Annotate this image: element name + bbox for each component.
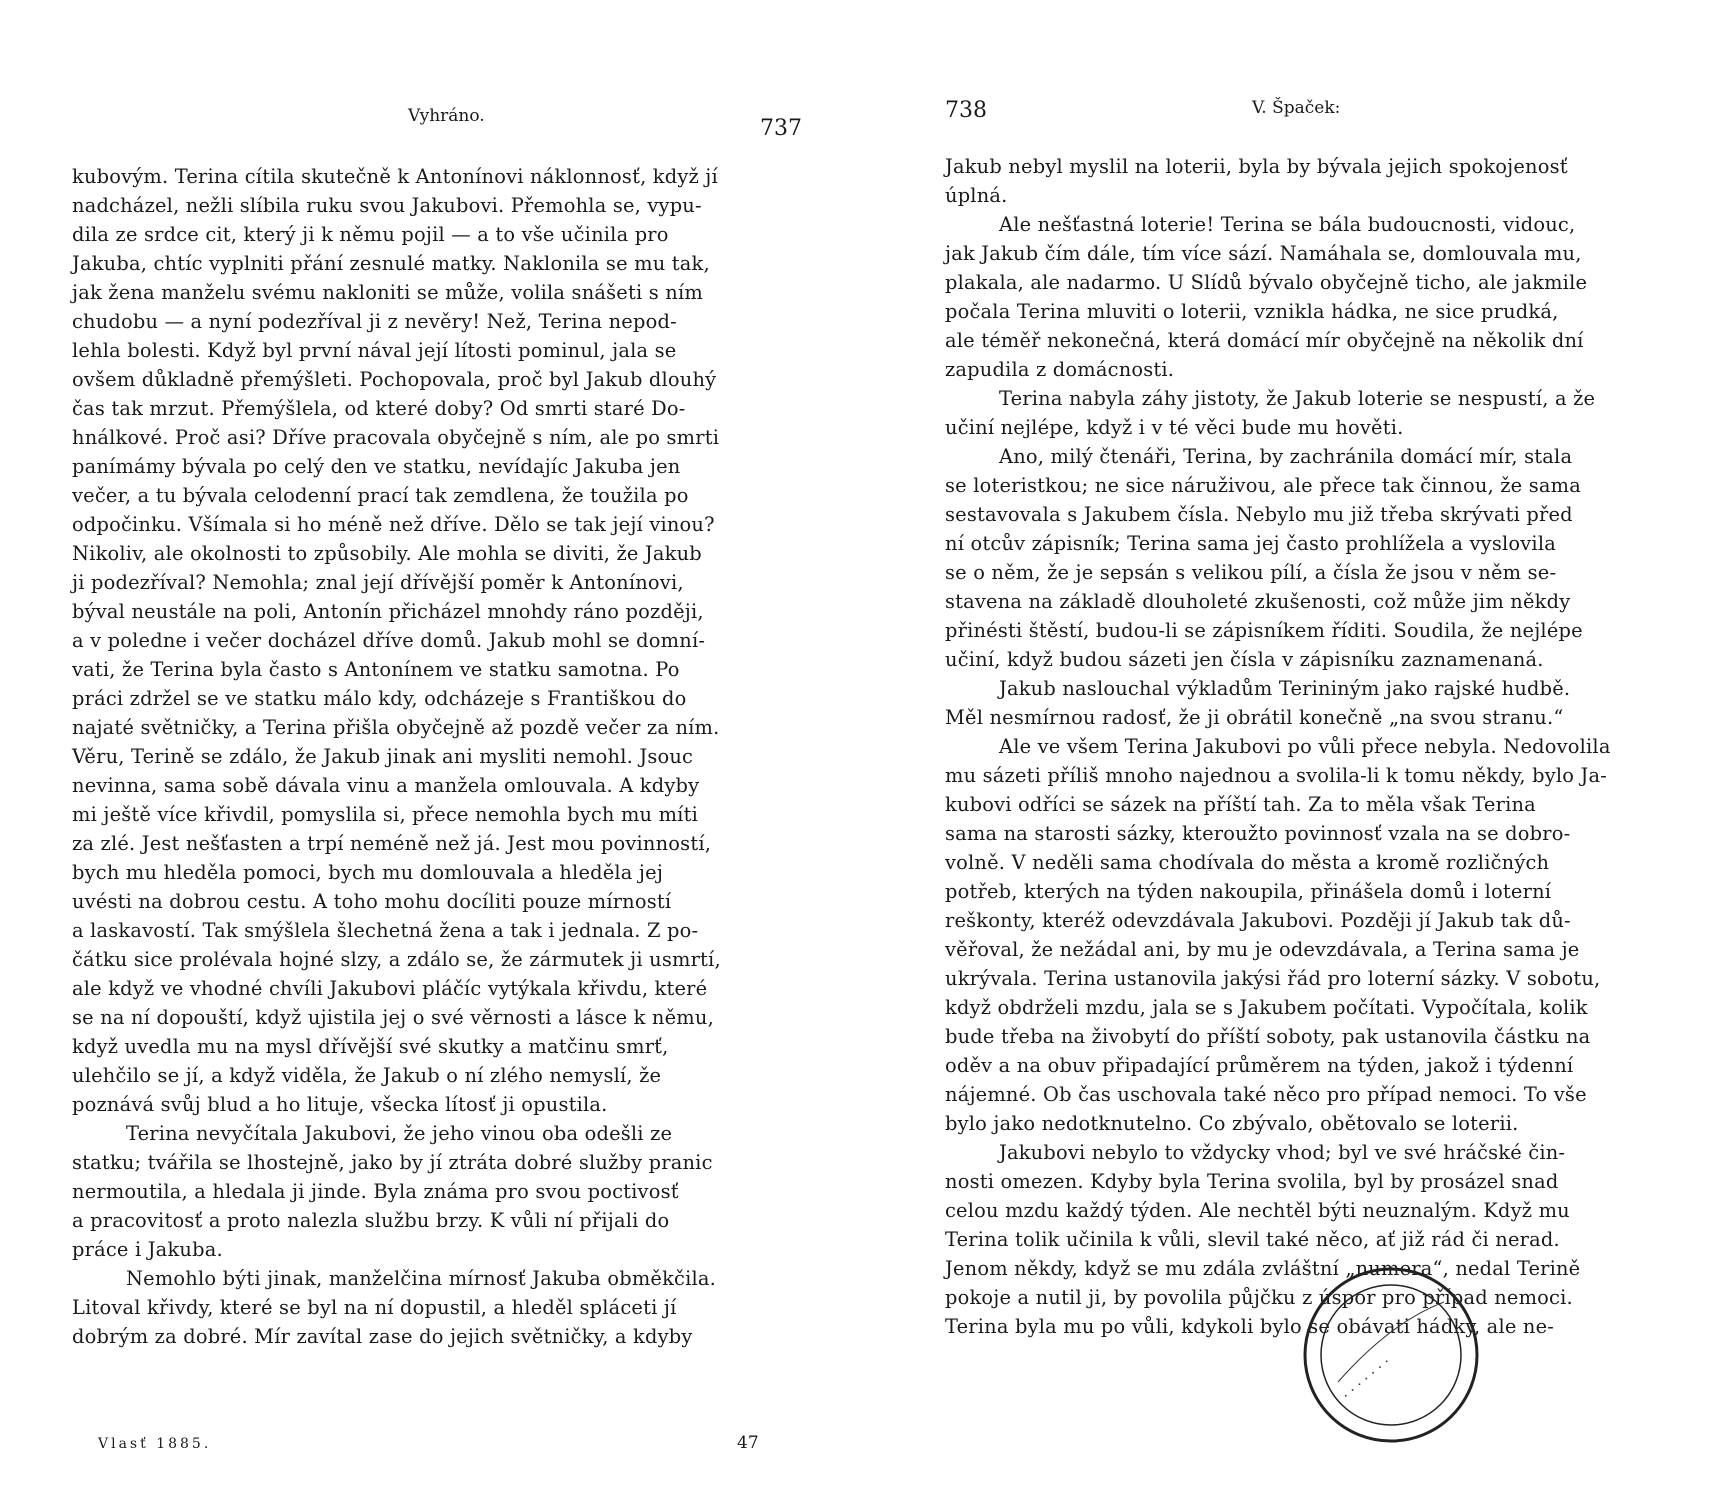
text-line: uvésti na dobrou cestu. A toho mohu docíliti pouze mírností: [72, 890, 672, 913]
text-line: počala Terina mluviti o loterii, vznikla hádka, ne sice prudká,: [945, 300, 1559, 323]
text-line: čas tak mrzut. Přemýšlela, od které doby? Od smrti staré Do-: [72, 397, 686, 420]
footer-sheet-number: 47: [737, 1433, 759, 1453]
text-line: potřeb, kterých na týden nakoupila, přinášela domů i loterní: [945, 880, 1552, 903]
text-line: najaté světničky, a Terina přišla obyčejně až pozdě večer za ním.: [72, 716, 720, 739]
text-line: lehla bolesti. Když byl první nával její lítosti pominul, jala se: [72, 339, 677, 362]
text-line: Nemohlo býti jinak, manželčina mírnosť Jakuba obměkčila.: [126, 1267, 717, 1290]
text-line: učiní nejlépe, když i v té věci bude mu hověti.: [945, 416, 1404, 439]
text-line: bude třeba na živobytí do příští soboty, pak ustanovila částku na: [945, 1025, 1591, 1048]
text-line: kubovi odříci se sázek na příští tah. Za to měla však Terina: [945, 793, 1536, 816]
text-line: ale když ve vhodné chvíli Jakubovi pláčíc vytýkala křivdu, které: [72, 977, 708, 1000]
body-text: [945, 152, 1705, 1341]
running-head: V. Špaček:: [1252, 98, 1341, 118]
text-line: pokoje a nutil ji, by povolila půjčku z úspor pro případ nemoci.: [945, 1286, 1573, 1309]
text-line: ukrývala. Terina ustanovila jakýsi řád pro loterní sázky. V sobotu,: [945, 967, 1601, 990]
text-line: ní otcův zápisník; Terina sama jej často prohlížela a vyslovila: [945, 532, 1556, 555]
footer-signature: Vlasť 1885.: [98, 1436, 212, 1452]
text-line: věřoval, že nežádal ani, by mu je odevzdávala, a Terina sama je: [945, 938, 1580, 961]
text-line: Měl nesmírnou radosť, že ji obrátil konečně „na svou stranu.“: [945, 706, 1564, 729]
text-line: dobrým za dobré. Mír zavítal zase do jejich světničky, a kdyby: [72, 1325, 693, 1348]
body-text: [72, 162, 812, 1351]
text-line: stavena na základě dlouholeté zkušenosti, což může jim někdy: [945, 590, 1571, 613]
text-line: ovšem důkladně přemýšleti. Pochopovala, proč byl Jakub dlouhý: [72, 368, 717, 391]
text-line: Terina tolik učinila k vůli, slevil také něco, ať již rád či nerad.: [945, 1228, 1560, 1251]
text-line: úplná.: [945, 184, 1008, 207]
text-line: poznává svůj blud a ho lituje, všecka lítosť ji opustila.: [72, 1093, 608, 1116]
text-line: Ale nešťastná loterie! Terina se bála budoucnosti, vidouc,: [999, 213, 1576, 236]
text-line: dila ze srdce cit, který ji k němu pojil — a to vše učinila pro: [72, 223, 669, 246]
text-line: volně. V neděli sama chodívala do města a kromě rozličných: [945, 851, 1550, 874]
text-line: přinésti štěstí, budou-li se zápisníkem říditi. Soudila, že nejlépe: [945, 619, 1583, 642]
text-line: Terina nevyčítala Jakubovi, že jeho vinou oba odešli ze: [126, 1122, 673, 1145]
text-line: vati, že Terina byla často s Antonínem ve statku samotna. Po: [72, 658, 680, 681]
page-number: 738: [945, 98, 987, 123]
text-line: ale téměř nekonečná, která domácí mír obyčejně na několik dní: [945, 329, 1584, 352]
text-line: když uvedla mu na mysl dřívější své skutky a matčinu smrť,: [72, 1035, 669, 1058]
text-line: oděv a na obuv připadající průměrem na týden, jakož i týdenní: [945, 1054, 1574, 1077]
text-line: ji podezříval? Nemohla; znal její dřívější poměr k Antonínovi,: [72, 571, 684, 594]
text-line: celou mzdu každý týden. Ale nechtěl býti neuznalým. Když mu: [945, 1199, 1570, 1222]
text-line: se loteristkou; ne sice náruživou, ale přece tak činnou, že sama: [945, 474, 1581, 497]
library-stamp: [1298, 1262, 1484, 1448]
text-line: statku; tvářila se lhostejně, jako by jí ztráta dobré služby pranic: [72, 1151, 713, 1174]
text-line: Věru, Terině se zdálo, že Jakub jinak ani mysliti nemohl. Jsouc: [72, 745, 694, 768]
text-line: sama na starosti sázky, kteroužto povinnosť vzala na se dobro-: [945, 822, 1571, 845]
text-line: mu sázeti příliš mnoho najednou a svolila-li k tomu někdy, bylo Ja-: [945, 764, 1607, 787]
text-line: a laskavostí. Tak smýšlela šlechetná žena a tak i jednala. Z po-: [72, 919, 699, 942]
text-line: Terina byla mu po vůli, kdykoli bylo se obávati hádky, ale ne-: [945, 1315, 1555, 1338]
text-line: práce i Jakuba.: [72, 1238, 223, 1261]
text-line: Litoval křivdy, které se byl na ní dopustil, a hleděl spláceti jí: [72, 1296, 677, 1319]
text-line: čátku sice prolévala hojné slzy, a zdálo se, že zármutek ji usmrtí,: [72, 948, 721, 971]
text-line: se na ní dopouští, když ujistila jej o své věrnosti a lásce k němu,: [72, 1006, 714, 1029]
text-line: jak Jakub čím dále, tím více sází. Namáhala se, domlouvala mu,: [945, 242, 1582, 265]
text-line: se o něm, že je sepsán s velikou pílí, a čísla že jsou v něm se-: [945, 561, 1557, 584]
text-line: nermoutila, a hledala ji jinde. Byla známa pro svou poctivosť: [72, 1180, 679, 1203]
text-line: Jakub naslouchal výkladům Terininým jako rajské hudbě.: [999, 677, 1571, 700]
text-line: sestavovala s Jakubem čísla. Nebylo mu již třeba skrývati před: [945, 503, 1573, 526]
text-line: nájemné. Ob čas uschovala také něco pro případ nemoci. To vše: [945, 1083, 1587, 1106]
text-line: nadcházel, nežli slíbila ruku svou Jakubovi. Přemohla se, vypu-: [72, 194, 702, 217]
text-line: mi ještě více křivdil, pomyslila si, přece nemohla bych mu míti: [72, 803, 698, 826]
text-line: plakala, ale nadarmo. U Slídů bývalo obyčejně ticho, ale jakmile: [945, 271, 1588, 294]
text-line: hnálkové. Proč asi? Dříve pracovala obyčejně s ním, ale po smrti: [72, 426, 720, 449]
text-line: večer, a tu bývala celodenní prací tak zemdlena, že toužila po: [72, 484, 689, 507]
text-line: práci zdržel se ve statku málo kdy, odcházeje s Františkou do: [72, 687, 687, 710]
text-line: Jakuba, chtíc vyplniti přání zesnulé matky. Naklonila se mu tak,: [72, 252, 710, 275]
text-line: odpočinku. Všímala si ho méně než dříve. Dělo se tak její vinou?: [72, 513, 715, 536]
page-number: 737: [760, 116, 802, 141]
text-line: bych mu hleděla pomoci, bych mu domlouvala a hleděla jej: [72, 861, 664, 884]
text-line: Jenom někdy, když se mu zdála zvláštní „numera“, nedal Terině: [945, 1257, 1581, 1280]
text-line: za zlé. Jest nešťasten a trpí neméně než já. Jest mou povinností,: [72, 832, 712, 855]
svg-text:· · · · · · ·: · · · · · · ·: [1339, 1354, 1395, 1404]
text-line: Terina nabyla záhy jistoty, že Jakub loterie se nespustí, a že: [999, 387, 1596, 410]
text-line: bylo jako nedotknutelno. Co zbývalo, obětovalo se loterii.: [945, 1112, 1519, 1135]
text-line: zapudila z domácnosti.: [945, 358, 1175, 381]
text-line: Jakubovi nebylo to vždycky vhod; byl ve své hráčské čin-: [999, 1141, 1566, 1164]
text-line: Ano, milý čtenáři, Terina, by zachránila domácí mír, stala: [999, 445, 1573, 468]
running-head: Vyhráno.: [408, 106, 485, 126]
text-line: a v poledne i večer docházel dříve domů. Jakub mohl se domní-: [72, 629, 706, 652]
text-line: jak žena manželu svému nakloniti se může, volila snášeti s ním: [72, 281, 703, 304]
text-line: Jakub nebyl myslil na loterii, byla by bývala jejich spokojenosť: [945, 155, 1568, 178]
text-line: kubovým. Terina cítila skutečně k Antonínovi náklonnosť, když jí: [72, 165, 718, 188]
text-line: když obdrželi mzdu, jala se s Jakubem počítati. Vypočítala, kolik: [945, 996, 1588, 1019]
text-line: nosti omezen. Kdyby byla Terina svolila, byl by prosázel snad: [945, 1170, 1559, 1193]
text-line: panímámy bývala po celý den ve statku, nevídajíc Jakuba jen: [72, 455, 681, 478]
text-line: Ale ve všem Terina Jakubovi po vůli přece nebyla. Nedovolila: [999, 735, 1611, 758]
text-line: Nikoliv, ale okolnosti to způsobily. Ale mohla se diviti, že Jakub: [72, 542, 702, 565]
text-line: býval neustále na poli, Antonín přicházel mnohdy ráno později,: [72, 600, 704, 623]
text-line: ulehčilo se jí, a když viděla, že Jakub o ní zlého nemyslí, že: [72, 1064, 662, 1087]
text-line: nevinna, sama sobě dávala vinu a manžela omlouvala. A kdyby: [72, 774, 700, 797]
text-line: a pracovitosť a proto nalezla službu brzy. K vůli ní přijali do: [72, 1209, 670, 1232]
text-line: reškonty, kteréž odevzdávala Jakubovi. Později jí Jakub tak dů-: [945, 909, 1571, 932]
text-line: učiní, když budou sázeti jen čísla v zápisníku zaznamenaná.: [945, 648, 1544, 671]
text-line: chudobu — a nyní podezříval ji z nevěry! Než, Terina nepod-: [72, 310, 677, 333]
